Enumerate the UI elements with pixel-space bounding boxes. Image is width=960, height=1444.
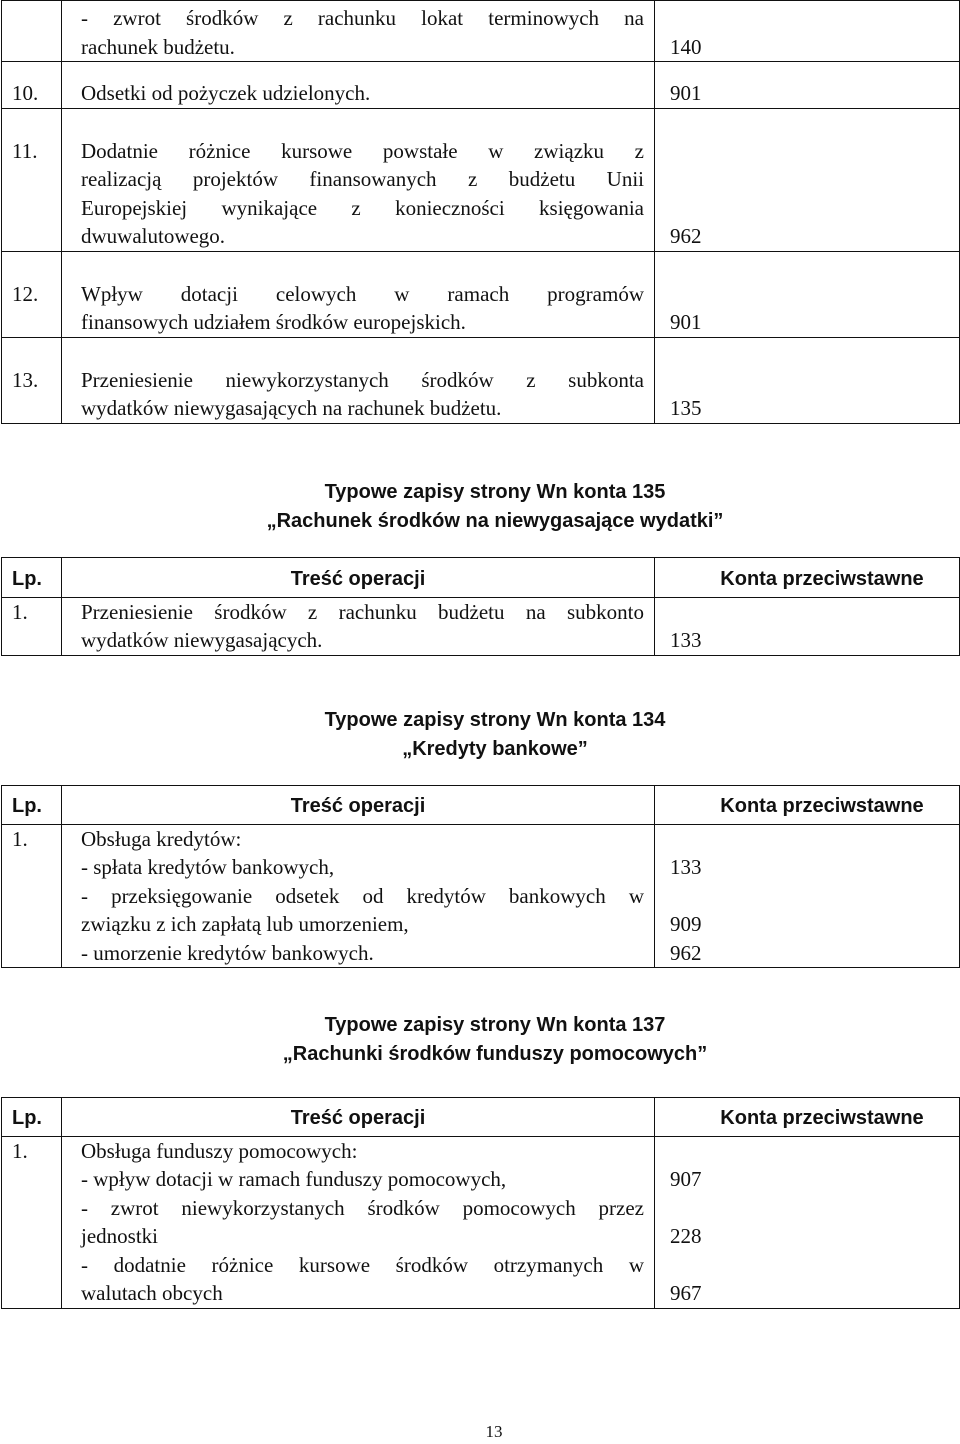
table-header-row [2,558,960,598]
row-content: Obsługa kredytów: - spłata kredytów bankowych, - przeksięgowanie odsetek od kredytów bankowych w związku z ich zapłatą lub umorzeniem, - umorzenie kredytów bankowych. [62,824,655,968]
row-lp: 10. [2,62,62,109]
row-accounts: 907 228 967 [655,1136,960,1308]
section-135-title [0,478,960,536]
section-title-line2: „Rachunki środków funduszy pomocowych” [282,1043,708,1065]
row-content: Odsetki od pożyczek udzielonych. [62,62,655,109]
top-table-body [2,1,960,424]
table-row [2,1136,960,1308]
row-accounts: 140 [655,1,960,62]
header-lp: Lp. [2,786,62,825]
row-lp: 1. [2,597,62,655]
table-row [2,597,960,655]
top-table [1,0,960,424]
section-title-line2: „Rachunek środków na niewygasające wydatki” [266,510,724,532]
row-content: Przeniesienie niewykorzystanych środków z subkonta wydatków niewygasających na rachunek budżetu. [62,337,655,423]
row-accounts: 133 909 962 [655,824,960,968]
row-content: Przeniesienie środków z rachunku budżetu na subkonto wydatków niewygasających. [62,597,655,655]
table-header-row [2,1098,960,1137]
row-lp: 1. [2,1136,62,1308]
row-content: Wpływ dotacji celowych w ramach programów finansowych udziałem środków europejskich. [62,251,655,337]
table-header-row [2,786,960,825]
row-content: Dodatnie różnice kursowe powstałe w związku z realizacją projektów finansowanych z budżetu Unii Europejskiej wynikające z konieczności księgowania dwuwalutowego. [62,108,655,251]
table-row [2,1,960,62]
section-title-line2: „Kredyty bankowe” [402,738,588,760]
section-137-title [0,1011,960,1069]
header-content: Treść operacji [62,1098,655,1137]
page-number: 13 [485,1422,503,1441]
header-lp: Lp. [2,558,62,598]
section-134-table [1,785,960,968]
section-134-title [0,706,960,764]
row-accounts: 135 [655,337,960,423]
table-row [2,108,960,251]
section-135-table [1,557,960,656]
table-row [2,62,960,109]
header-content: Treść operacji [62,786,655,825]
table-row [2,824,960,968]
row-lp [2,1,62,62]
header-accounts: Konta przeciwstawne [655,786,960,825]
row-lp: 11. [2,108,62,251]
row-lp: 1. [2,824,62,968]
row-accounts: 133 [655,597,960,655]
section-title-line1: Typowe zapisy strony Wn konta 137 [324,1014,666,1036]
header-content: Treść operacji [62,558,655,598]
header-accounts: Konta przeciwstawne [655,558,960,598]
header-lp: Lp. [2,1098,62,1137]
table-row [2,251,960,337]
table-row [2,337,960,423]
row-lp: 13. [2,337,62,423]
section-title-line1: Typowe zapisy strony Wn konta 134 [324,709,666,731]
section-title-line1: Typowe zapisy strony Wn konta 135 [324,481,666,503]
row-accounts: 962 [655,108,960,251]
section-137-table [1,1097,960,1309]
row-accounts: 901 [655,251,960,337]
row-accounts: 901 [655,62,960,109]
row-content: Obsługa funduszy pomocowych: - wpływ dotacji w ramach funduszy pomocowych, - zwrot niewykorzystanych środków pomocowych przez jednostki - dodatnie różnice kursowe środków otrzymanych w walutach obcych [62,1136,655,1308]
row-content: - zwrot środków z rachunku lokat terminowych na rachunek budżetu. [62,1,655,62]
row-lp: 12. [2,251,62,337]
header-accounts: Konta przeciwstawne [655,1098,960,1137]
